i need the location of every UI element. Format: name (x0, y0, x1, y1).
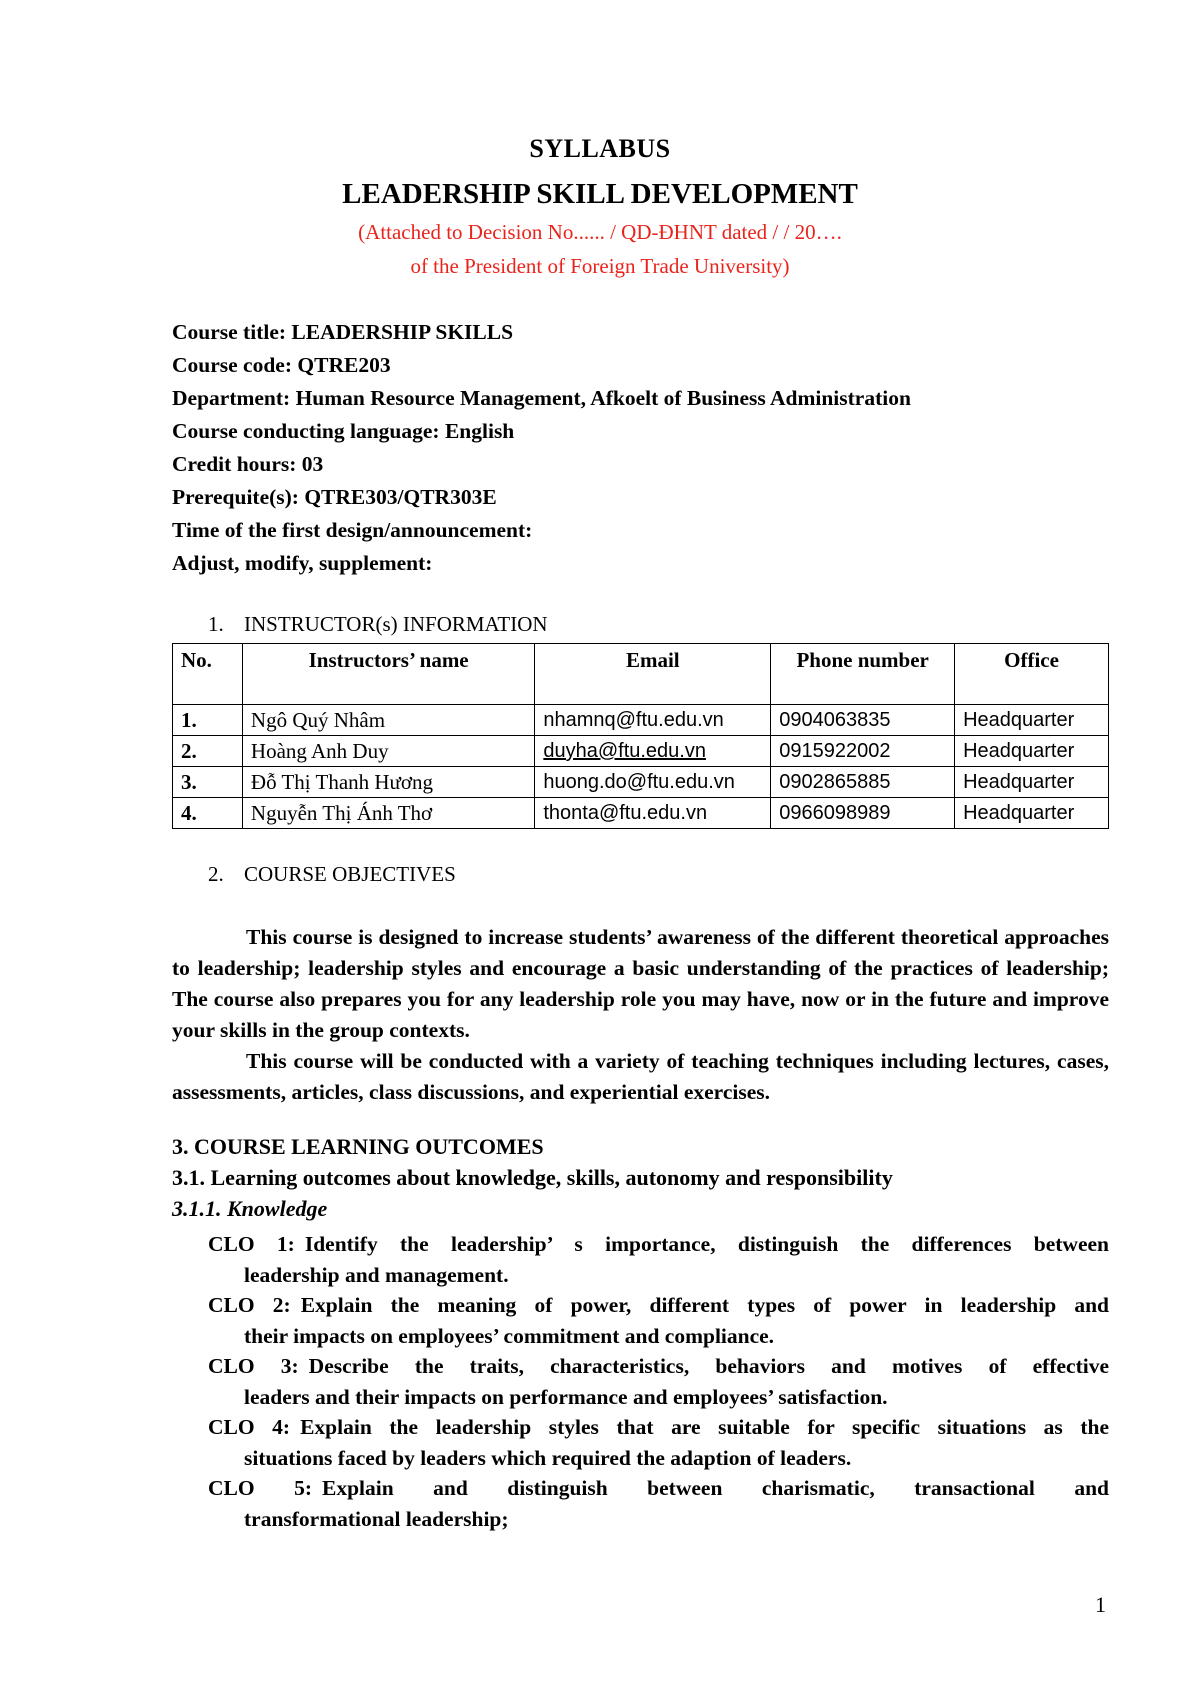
clo-text: Explain and distinguish between charismatic, transactional and (321, 1476, 1109, 1500)
course-code: Course code: QTRE203 (172, 353, 391, 377)
clo-text: Describe the traits, characteristics, behaviors and motives of effective (308, 1354, 1110, 1378)
cell-name: Nguyễn Thị Ánh Thơ (242, 798, 534, 829)
course-language: Course conducting language: English (172, 419, 515, 443)
course-adjust: Adjust, modify, supplement: (172, 551, 433, 575)
course-title: Course title: LEADERSHIP SKILLS (172, 320, 514, 344)
instructor-table (172, 643, 1109, 829)
cell-email-link[interactable]: duyha@ftu.edu.vn (535, 736, 771, 767)
table-row (173, 705, 1109, 736)
cell-name: Hoàng Anh Duy (242, 736, 534, 767)
clo-label: CLO 3: (208, 1354, 299, 1378)
clo-text-cont: their impacts on employees’ commitment and compliance. (244, 1324, 775, 1348)
course-first-design: Time of the first design/announcement: (172, 518, 533, 542)
cell-phone: 0904063835 (771, 705, 955, 736)
clo-text-cont: leadership and management. (244, 1263, 509, 1287)
cell-name: Đỗ Thị Thanh Hương (242, 767, 534, 798)
clo-item (208, 1473, 1109, 1535)
doc-title: SYLLABUS (529, 134, 671, 163)
clo-text: Explain the leadership styles that are suitable for specific situations as the (300, 1415, 1109, 1439)
col-header-email: Email (535, 644, 771, 705)
table-row (173, 767, 1109, 798)
cell-phone: 0915922002 (771, 736, 955, 767)
cell-no: 1. (173, 705, 243, 736)
clo-text-cont: leaders and their impacts on performance and employees’ satisfaction. (244, 1385, 888, 1409)
section-3-heading: 3. COURSE LEARNING OUTCOMES (172, 1134, 544, 1159)
cell-email[interactable]: nhamnq@ftu.edu.vn (535, 705, 771, 736)
clo-text-cont: situations faced by leaders which required the adaption of leaders. (244, 1446, 852, 1470)
objectives-paragraph-1: This course is designed to increase students’ awareness of the different theoretical approaches to leadership; leadership styles and encourage a basic understanding of the practices of leadership; The course also prepares you for any leadership role you may have, now or in the future and improve your skills in the group contexts. (172, 925, 1109, 1042)
col-header-phone: Phone number (771, 644, 955, 705)
course-info (172, 316, 1122, 580)
cell-phone: 0902865885 (771, 767, 955, 798)
objectives-paragraph-2: This course will be conducted with a variety of teaching techniques including lectures, cases, assessments, articles, class discussions, and experiential exercises. (172, 1049, 1109, 1104)
cell-office: Headquarter (955, 767, 1109, 798)
clo-label: CLO 5: (208, 1476, 312, 1500)
section-2-number: 2. (208, 862, 224, 886)
section-1-title: INSTRUCTOR(s) INFORMATION (244, 612, 548, 636)
clo-item (208, 1290, 1109, 1352)
decision-line-1: (Attached to Decision No...... / QD-ĐHNT dated / / 20…. (358, 220, 842, 244)
clo-item (208, 1351, 1109, 1413)
decision-line-2: of the President of Foreign Trade University) (410, 254, 790, 278)
cell-email[interactable]: huong.do@ftu.edu.vn (535, 767, 771, 798)
section-2-title: COURSE OBJECTIVES (244, 862, 456, 886)
cell-office: Headquarter (955, 705, 1109, 736)
col-header-no: No. (173, 644, 243, 705)
cell-office: Headquarter (955, 798, 1109, 829)
clo-text-cont: transformational leadership; (244, 1507, 509, 1531)
col-header-office: Office (955, 644, 1109, 705)
clo-text: Explain the meaning of power, different types of power in leadership and (300, 1293, 1110, 1317)
section-1-number: 1. (208, 612, 224, 636)
course-department: Department: Human Resource Management, Afkoelt of Business Administration (172, 386, 911, 410)
cell-email[interactable]: thonta@ftu.edu.vn (535, 798, 771, 829)
table-row (173, 736, 1109, 767)
clo-item (208, 1229, 1109, 1291)
cell-phone: 0966098989 (771, 798, 955, 829)
clo-label: CLO 2: (208, 1293, 291, 1317)
section-1-heading (208, 612, 548, 637)
clo-text: Identify the leadership’ s importance, distinguish the differences between (304, 1232, 1110, 1256)
table-row (173, 798, 1109, 829)
course-credits: Credit hours: 03 (172, 452, 324, 476)
page-number: 1 (1095, 1592, 1106, 1617)
cell-no: 3. (173, 767, 243, 798)
clo-item (208, 1412, 1109, 1474)
clo-label: CLO 1: (208, 1232, 295, 1256)
cell-office: Headquarter (955, 736, 1109, 767)
cell-no: 2. (173, 736, 243, 767)
cell-no: 4. (173, 798, 243, 829)
course-heading: LEADERSHIP SKILL DEVELOPMENT (342, 178, 858, 210)
cell-name: Ngô Quý Nhâm (242, 705, 534, 736)
table-header-row (173, 644, 1109, 705)
clo-label: CLO 4: (208, 1415, 291, 1439)
section-3-1-1-heading: 3.1.1. Knowledge (172, 1196, 328, 1221)
course-prerequisites: Prerequite(s): QTRE303/QTR303E (172, 485, 497, 509)
col-header-name: Instructors’ name (242, 644, 534, 705)
section-2-heading (208, 862, 456, 887)
section-3-1-heading: 3.1. Learning outcomes about knowledge, skills, autonomy and responsibility (172, 1165, 893, 1190)
